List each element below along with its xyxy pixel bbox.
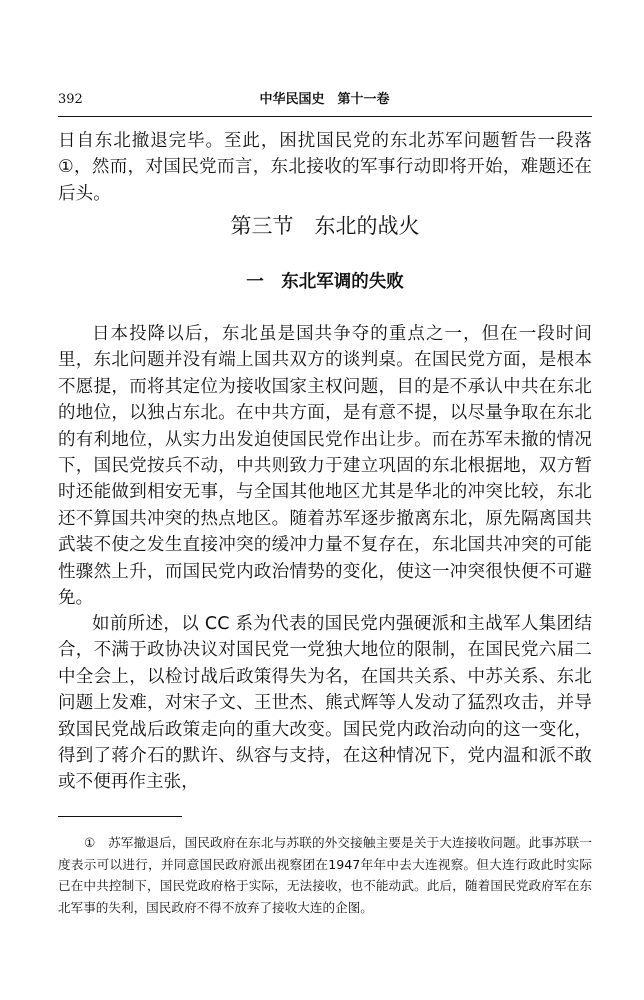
body-paragraph: 如前所述，以 CC 系为代表的国民党内强硬派和主战军人集团结合，不满于政协决议对国民党一党独大地位的限制，在国民党六届二中全会上，以检讨战后政策得失为名，在国共关系、中苏关系、东北问题上发难，对宋子文、王世杰、熊式辉等人发动了猛烈攻击，并导致国民党战后政策走向的重大改变。国民党内政治动向的这一变化，得到了蒋介石的默许、纵容与支持，在这种情况下，党内温和派不敢或不便再作主张，: [58, 614, 592, 793]
body-paragraph-continued: 日自东北撤退完毕。至此，困扰国民党的东北苏军问题暂告一段落①，然而，对国民党而言，东北接收的军事行动即将开始，难题还在后头。: [58, 131, 592, 204]
running-head: 中华民国史 第十一卷: [259, 92, 390, 107]
subsection-title: 一 东北军调的失败: [246, 272, 404, 292]
body-paragraph: 日本投降以后，东北虽是国共争夺的重点之一，但在一段时间里，东北问题并没有端上国共双方的谈判桌。在国民党方面，是根本不愿提，而将其定位为接收国家主权问题，目的是不承认中共在东北的地位，以独占东北。在中共方面，是有意不提，以尽量争取在东北的有利地位，从实力出发迫使国民党作出让步。而在苏军未撤的情况下，国民党按兵不动，中共则致力于建立巩固的东北根据地，双方暂时还能做到相安无事，与全国其他地区尤其是华北的冲突比较，东北还不算国共冲突的热点地区。随着苏军逐步撤离东北，原先隔离国共武装不使之发生直接冲突的缓冲力量不复存在，东北国共冲突的可能性骤然上升，而国民党内政治情势的变化，使这一冲突很快便不可避免。: [58, 324, 592, 609]
page-number: 392: [58, 92, 83, 107]
section-title: 第三节 东北的战火: [230, 214, 420, 238]
footnote-rule: [58, 816, 182, 817]
header-rule: [58, 116, 592, 117]
page-header: [58, 91, 591, 113]
footnote: ① 苏军撤退后，国民政府在东北与苏联的外交接触主要是关于大连接收问题。此事苏联一度表示可以进行，并同意国民政府派出视察团在1947年年中去大连视察。但大连行政此时实际已在中共控制下，国民党政府格于实际，无法接收，也不能动武。此后，随着国民党政府军在东北军事的失利，国民政府不得不放弃了接收大连的企图。: [58, 835, 592, 915]
